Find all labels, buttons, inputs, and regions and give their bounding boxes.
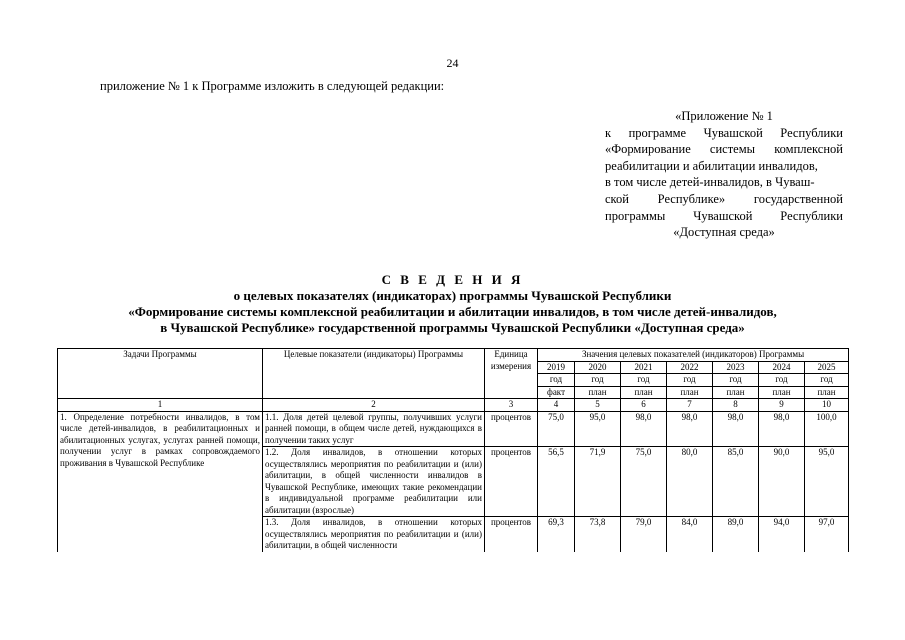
title-line: в Чувашской Республике» государственной программы Чувашской Республики «Доступная среда»: [160, 320, 745, 335]
header-god: год: [805, 374, 849, 387]
header-god: год: [575, 374, 621, 387]
column-number: 9: [759, 399, 805, 412]
value-cell: 94,0: [759, 517, 805, 552]
value-cell: 71,9: [575, 447, 621, 517]
header-type: план: [667, 386, 713, 399]
header-type: план: [759, 386, 805, 399]
column-number: 1: [58, 399, 263, 412]
value-cell: 89,0: [713, 517, 759, 552]
intro-text: приложение № 1 к Программе изложить в следующей редакции:: [100, 79, 445, 93]
column-number: 10: [805, 399, 849, 412]
header-year: 2025: [805, 361, 849, 374]
indicator-cell: 1.2. Доля инвалидов, в отношении которых осуществлялись мероприятия по реабилитации и (или) абилитации, в общей численности инвалидов в Чувашской Республике, имеющих такие рекомендации в индивидуальной программе реабилитации или абилитации (взрослые): [263, 447, 485, 517]
column-number: 5: [575, 399, 621, 412]
header-values: Значения целевых показателей (индикаторов) Программы: [538, 349, 849, 362]
header-year: 2022: [667, 361, 713, 374]
value-cell: 73,8: [575, 517, 621, 552]
header-god: год: [759, 374, 805, 387]
value-cell: 75,0: [621, 447, 667, 517]
indicator-cell: 1.1. Доля детей целевой группы, получивших услуги ранней помощи, в общем числе детей, нуждающихся в получении таких услуг: [263, 411, 485, 447]
table-row: [58, 411, 849, 447]
header-type: план: [713, 386, 759, 399]
appendix-line: реабилитации и абилитации инвалидов,: [605, 158, 818, 173]
title-line: о целевых показателях (индикаторах) программы Чувашской Республики: [233, 288, 672, 303]
header-tasks: Задачи Программы: [58, 349, 263, 399]
task-cell: 1. Определение потребности инвалидов, в том числе детей-инвалидов, в реабилитационных и абилитационных услугах, услугах ранней помощи, получении услуг в рамках сопровождаемого проживания в Чувашской Республике: [58, 411, 263, 552]
column-number: 7: [667, 399, 713, 412]
unit-cell: процентов: [485, 411, 538, 447]
value-cell: 56,5: [538, 447, 575, 517]
header-year: 2024: [759, 361, 805, 374]
value-cell: 98,0: [621, 411, 667, 447]
indicator-cell: 1.3. Доля инвалидов, в отношении которых осуществлялись мероприятия по реабилитации и (или) абилитации, в общей численности: [263, 517, 485, 552]
title-line: С В Е Д Е Н И Я: [381, 272, 524, 287]
value-cell: 90,0: [759, 447, 805, 517]
header-god: год: [667, 374, 713, 387]
header-year: 2023: [713, 361, 759, 374]
value-cell: 75,0: [538, 411, 575, 447]
value-cell: 97,0: [805, 517, 849, 552]
column-number: 8: [713, 399, 759, 412]
unit-cell: процентов: [485, 447, 538, 517]
value-cell: 95,0: [805, 447, 849, 517]
header-year: 2020: [575, 361, 621, 374]
appendix-line: программы Чувашской Республики: [605, 208, 843, 223]
header-type: план: [621, 386, 667, 399]
header-type: план: [575, 386, 621, 399]
appendix-line: «Доступная среда»: [673, 225, 775, 240]
appendix-line: «Приложение № 1: [675, 109, 773, 123]
header-year: 2019: [538, 361, 575, 374]
value-cell: 79,0: [621, 517, 667, 552]
header-type: план: [805, 386, 849, 399]
value-cell: 80,0: [667, 447, 713, 517]
column-number: 2: [263, 399, 485, 412]
header-type: факт: [538, 386, 575, 399]
indicators-table: [57, 348, 849, 552]
value-cell: 69,3: [538, 517, 575, 552]
header-unit: Единица измерения: [485, 349, 538, 399]
value-cell: 84,0: [667, 517, 713, 552]
header-god: год: [713, 374, 759, 387]
appendix-line: «Формирование системы комплексной: [605, 142, 843, 157]
appendix-header: [605, 108, 843, 241]
header-indicators: Целевые показатели (индикаторы) Программы: [263, 349, 485, 399]
title-line: «Формирование системы комплексной реабилитации и абилитации инвалидов, в том числе детей-инвалидов,: [128, 304, 777, 319]
value-cell: 95,0: [575, 411, 621, 447]
appendix-line: ской Республике» государственной: [605, 191, 843, 206]
page-number: 24: [446, 56, 459, 70]
header-year: 2021: [621, 361, 667, 374]
value-cell: 85,0: [713, 447, 759, 517]
header-god: год: [538, 374, 575, 387]
header-god: год: [621, 374, 667, 387]
column-number: 4: [538, 399, 575, 412]
document-title: [0, 272, 905, 336]
column-number: 3: [485, 399, 538, 412]
value-cell: 98,0: [759, 411, 805, 447]
value-cell: 100,0: [805, 411, 849, 447]
value-cell: 98,0: [713, 411, 759, 447]
appendix-line: в том числе детей-инвалидов, в Чуваш-: [605, 175, 815, 190]
unit-cell: процентов: [485, 517, 538, 552]
value-cell: 98,0: [667, 411, 713, 447]
appendix-line: к программе Чувашской Республики: [605, 125, 843, 140]
column-number: 6: [621, 399, 667, 412]
